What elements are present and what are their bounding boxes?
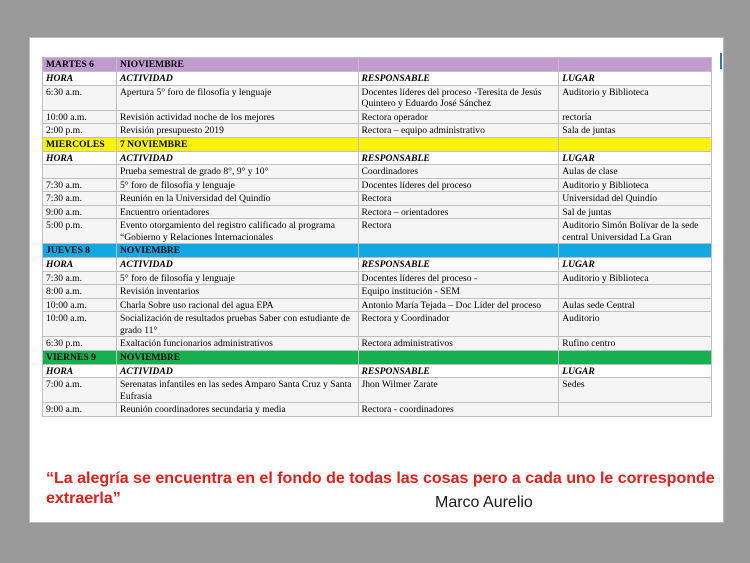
cell-time: 2:00 p.m. [43, 124, 117, 138]
column-header-row [43, 151, 712, 165]
cell-responsible: Jhon Wilmer Zarate [358, 378, 559, 403]
table-row [43, 403, 712, 417]
table-row [43, 178, 712, 192]
cell-time: 10:00 a.m. [43, 110, 117, 124]
header-responsable: RESPONSABLE [358, 72, 559, 86]
cell-responsible: Rectora – orientadores [358, 205, 559, 219]
cell-place: Universidad del Quindío [559, 192, 712, 206]
cell-place: Sal de juntas [559, 205, 712, 219]
day-header-row [43, 350, 712, 364]
day-empty [559, 350, 712, 364]
cell-time: 9:00 a.m. [43, 403, 117, 417]
cell-activity: Revisión actividad noche de los mejores [116, 110, 358, 124]
header-actividad: ACTIVIDAD [116, 258, 358, 272]
cell-time: 7:30 a.m. [43, 178, 117, 192]
day-month: NOVIEMBRE [116, 244, 358, 258]
day-name: VIERNES 9 [43, 350, 117, 364]
cell-place: Auditorio y Biblioteca [559, 178, 712, 192]
cell-responsible: Rectora - coordinadores [358, 403, 559, 417]
header-responsable: RESPONSABLE [358, 364, 559, 378]
day-empty [358, 244, 559, 258]
cell-time: 6:30 a.m. [43, 85, 117, 110]
cell-activity: Reunión en la Universidad del Quindío [116, 192, 358, 206]
day-month: NIOVIEMBRE [116, 58, 358, 72]
day-header-row [43, 244, 712, 258]
table-row [43, 205, 712, 219]
cell-activity: 5° foro de filosofía y lenguaje [116, 271, 358, 285]
quote-text: “La alegría se encuentra en el fondo de todas las cosas pero a cada uno le corresponde extraerla” [46, 470, 715, 507]
header-responsable: RESPONSABLE [358, 258, 559, 272]
slide-edge-marker [720, 53, 722, 69]
cell-responsible: Docentes líderes del proceso -Teresita de Jesús Quintero y Eduardo José Sánchez [358, 85, 559, 110]
header-responsable: RESPONSABLE [358, 151, 559, 165]
table-row [43, 219, 712, 244]
table-row [43, 285, 712, 299]
day-empty [559, 58, 712, 72]
cell-responsible: Rectora [358, 219, 559, 244]
day-header-row [43, 58, 712, 72]
cell-activity: Socialización de resultados pruebas Saber con estudiante de grado 11° [116, 312, 358, 337]
cell-time: 7:00 a.m. [43, 378, 117, 403]
header-actividad: ACTIVIDAD [116, 364, 358, 378]
cell-time: 10:00 a.m. [43, 298, 117, 312]
cell-time: 10:00 a.m. [43, 312, 117, 337]
cell-place: Auditorio [559, 312, 712, 337]
cell-place: Auditorio y Biblioteca [559, 271, 712, 285]
cell-place: Aulas sede Central [559, 298, 712, 312]
header-lugar: LUGAR [559, 258, 712, 272]
header-hora: HORA [43, 151, 117, 165]
cell-activity: Revisión presupuesto 2019 [116, 124, 358, 138]
day-empty [358, 137, 559, 151]
header-lugar: LUGAR [559, 151, 712, 165]
cell-time [43, 165, 117, 179]
cell-time: 6:30 p.m. [43, 337, 117, 351]
table-row [43, 165, 712, 179]
cell-responsible: Rectora [358, 192, 559, 206]
day-empty [559, 137, 712, 151]
day-month: 7 NOVIEMBRE [116, 137, 358, 151]
cell-place: Auditorio y Biblioteca [559, 85, 712, 110]
header-hora: HORA [43, 258, 117, 272]
day-empty [559, 244, 712, 258]
day-header-row [43, 137, 712, 151]
cell-responsible: Coordinadores [358, 165, 559, 179]
cell-activity: Encuentro orientadores [116, 205, 358, 219]
cell-time: 7:30 a.m. [43, 271, 117, 285]
cell-place: Sala de juntas [559, 124, 712, 138]
table-row [43, 192, 712, 206]
table-row [43, 312, 712, 337]
cell-responsible: Antonio María Tejada – Doc Líder del proceso [358, 298, 559, 312]
cell-responsible: Docentes líderes del proceso [358, 178, 559, 192]
day-name: MARTES 6 [43, 58, 117, 72]
cell-time: 5:00 p.m. [43, 219, 117, 244]
slide [30, 38, 723, 522]
cell-place [559, 285, 712, 299]
table-row [43, 298, 712, 312]
day-empty [358, 350, 559, 364]
cell-responsible: Rectora administrativos [358, 337, 559, 351]
cell-activity: Apertura 5° foro de filosofía y lenguaje [116, 85, 358, 110]
cell-responsible: Rectora – equipo administrativo [358, 124, 559, 138]
table-row [43, 378, 712, 403]
header-hora: HORA [43, 364, 117, 378]
day-name: JUEVES 8 [43, 244, 117, 258]
table-row [43, 124, 712, 138]
cell-place: rectoría [559, 110, 712, 124]
cell-place: Auditorio Simón Bolívar de la sede central Universidad La Gran [559, 219, 712, 244]
cell-responsible: Docentes líderes del proceso - [358, 271, 559, 285]
day-empty [358, 58, 559, 72]
cell-activity: Reunión coordinadores secundaria y media [116, 403, 358, 417]
column-header-row [43, 72, 712, 86]
cell-responsible: Rectora operador [358, 110, 559, 124]
cell-activity: Charla Sobre uso racional del agua EPA [116, 298, 358, 312]
header-hora: HORA [43, 72, 117, 86]
cell-activity: Serenatas infantiles en las sedes Amparo Santa Cruz y Santa Eufrasia [116, 378, 358, 403]
cell-place: Sedes [559, 378, 712, 403]
cell-time: 7:30 a.m. [43, 192, 117, 206]
table-row [43, 110, 712, 124]
quote-author: Marco Aurelio [435, 494, 533, 511]
day-month: NOVIEMBRE [116, 350, 358, 364]
cell-time: 9:00 a.m. [43, 205, 117, 219]
header-lugar: LUGAR [559, 364, 712, 378]
header-actividad: ACTIVIDAD [116, 151, 358, 165]
table-row [43, 85, 712, 110]
table-row [43, 337, 712, 351]
cell-place: Rufino centro [559, 337, 712, 351]
column-header-row [43, 364, 712, 378]
cell-activity: Revisión inventarios [116, 285, 358, 299]
cell-activity: Prueba semestral de grado 8°, 9° y 10° [116, 165, 358, 179]
schedule-table [42, 57, 712, 417]
cell-activity: Evento otorgamiento del registro calificado al programa “Gobierno y Relaciones Internacionales [116, 219, 358, 244]
cell-time: 8:00 a.m. [43, 285, 117, 299]
cell-responsible: Equipo institución - SEM [358, 285, 559, 299]
cell-place [559, 403, 712, 417]
table-row [43, 271, 712, 285]
header-lugar: LUGAR [559, 72, 712, 86]
header-actividad: ACTIVIDAD [116, 72, 358, 86]
column-header-row [43, 258, 712, 272]
day-name: MIERCOLES [43, 137, 117, 151]
cell-place: Aulas de clase [559, 165, 712, 179]
cell-responsible: Rectora y Coordinador [358, 312, 559, 337]
cell-activity: Exaltación funcionarios administrativos [116, 337, 358, 351]
cell-activity: 5° foro de filosofía y lenguaje [116, 178, 358, 192]
